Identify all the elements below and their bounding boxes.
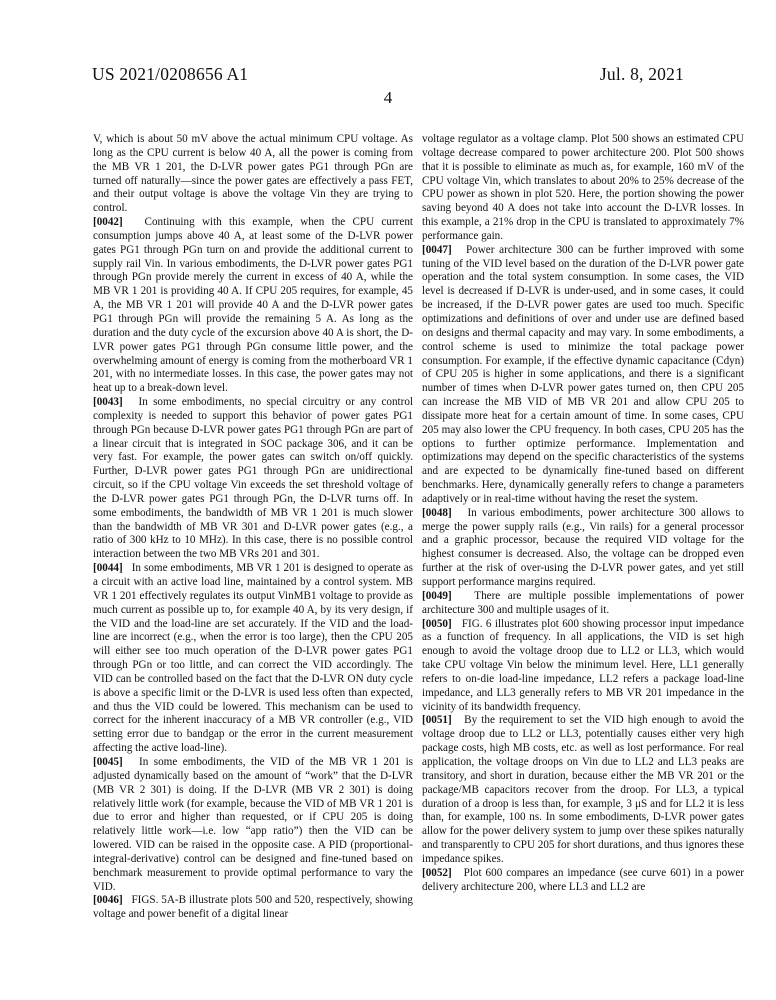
right-column: [422, 133, 744, 894]
paragraph-number: [0047]: [422, 243, 452, 256]
paragraph-text: Plot 600 compares an impedance (see curve 601) in a power delivery architecture 200, where LL3 and LL2 are: [422, 866, 744, 893]
paragraph-number: [0049]: [422, 589, 452, 602]
paragraph-text: V, which is about 50 mV above the actual minimum CPU voltage. As long as the CPU current is below 40 A, all the power is coming from the MB VR 1 201, the D-LVR power gates PG1 through PGn are turned off naturally—since the power gates are effectively a pass FET, and their output voltage is above the voltage Vin they are trying to control.: [93, 133, 413, 215]
paragraph: [93, 133, 413, 216]
paragraph: [422, 590, 744, 618]
paragraph: [422, 714, 744, 866]
paragraph-number: [0048]: [422, 506, 452, 519]
paragraph-text: voltage regulator as a voltage clamp. Plot 500 shows an estimated CPU voltage decrease compared to power architecture 200. Plot 500 shows that it is possible to eliminate as much as, for example, 160 mV of the CPU voltage Vin, which translates to about 20% to 25% decrease of the CPU power as shown in plot 520. Here, the portion showing the power saving beyond 40 A does not take into account the D-LVR losses. In this example, a 21% drop in the CPU is translated to approximately 7% performance gain.: [422, 133, 744, 242]
paragraph: [422, 507, 744, 590]
paragraph-text: In some embodiments, the VID of the MB VR 1 201 is adjusted dynamically based on the amount of “work” that the D-LVR (MB VR 2 301) is doing. If the D-LVR (MB VR 2 301) is doing relatively little work (for example, because the VID of MB VR 1 201 is due to error and higher than requested, or if CPU 205 is doing relatively little work—i.e. low “app ratio”) then the VID can be lowered. VID can be raised in the opposite case. A PID (proportional-integral-derivative) control can be designed and fine-tuned based on benchmark measurement to provide optimal performance to vary the VID.: [93, 755, 413, 893]
paragraph: [422, 618, 744, 715]
paragraph-number: [0051]: [422, 714, 452, 727]
paragraph-number: [0046]: [93, 894, 123, 907]
paragraph-number: [0052]: [422, 866, 452, 879]
publication-number: US 2021/0208656 A1: [92, 64, 249, 84]
paragraph-text: By the requirement to set the VID high enough to avoid the voltage droop due to LL2 or LL3, potentially causes either very high package costs, high MB costs, etc. as well as lost performance. For real application, the voltage droops on Vin due to LL2 and LL3 peaks are transitory, and short in duration, because either the MB VR 201 or the package/MB capacitors recover from the droop. For LL3, a typical duration of a droop is less than, for example, 3 μS and for LL2 it is less than, for example, 100 ns. In some embodiments, D-LVR power gates allow for the power delivery system to jump over these spikes naturally and transparently to CPU 205 for short durations, and thus ignores these impedance spikes.: [422, 714, 745, 865]
paragraph: [93, 756, 413, 894]
paragraph-number: [0042]: [93, 216, 123, 229]
paragraph: [422, 133, 744, 244]
paragraph: [93, 894, 413, 922]
paragraph: [422, 244, 744, 507]
paragraph-text: In some embodiments, MB VR 1 201 is designed to operate as a circuit with an active load line, maintained by a control system. MB VR 1 201 effectively regulates its output VinMB1 voltage to provide as much current as possible up to, for example 40 A, by its very design, if the VID and the load-line are set accurately. If the VID and the load-line are incorrect (e.g., when the error is too large), then the CPU 205 will either see too much operation of the D-LVR power gates PG1 through PGn or too little, and can correct the VID accordingly. The VID can be controlled based on the fact that the D-LVR ON duty cycle is above a specific limit or the D-LVR is used less often than expected, and thus the VID could be lowered. This mechanism can be used to correct for the inherent inaccuracy of a MB VR controller (e.g., VID setting error due to bandgap or the error in the current measurement affecting the active load-line).: [93, 562, 413, 755]
page-number: 4: [383, 88, 393, 107]
left-column: [93, 133, 413, 922]
paragraph: [93, 562, 413, 756]
paragraph: [93, 216, 413, 396]
paragraph-text: FIGS. 5A-B illustrate plots 500 and 520, respectively, showing voltage and power benefit of a digital linear: [93, 894, 413, 921]
paragraph-text: There are multiple possible implementations of power architecture 300 and multiple usages of it.: [422, 589, 744, 616]
paragraph: [93, 396, 413, 562]
paragraph-text: FIG. 6 illustrates plot 600 showing processor input impedance as a function of frequency. In all applications, the VID is set high enough to avoid the voltage droop due to LL2 or LL3, which would take CPU voltage Vin below the minimum level. Here, LL1 generally refers to on-die load-line impedance, LL2 refers a package load-line impedance, and LL3 generally refers to MB VR 201 impedance in the vicinity of its bandwidth frequency.: [422, 617, 744, 713]
paragraph-text: In various embodiments, power architecture 300 allows to merge the power supply rails (e.g., Vin rails) for a general processor and a graphic processor, because the required VID voltage for the highest consumer is decreased. Also, the voltage can be dropped even further at the risk of over-using the D-LVR power gates, and yet still support performance margins required.: [422, 506, 744, 588]
paragraph-number: [0043]: [93, 396, 123, 409]
paragraph-text: Power architecture 300 can be further improved with some tuning of the VID level based on the duration of the D-LVR power gate operation and the total system consumption. In some cases, the VID level is decreased if D-LVR is under-used, and in some cases, it could be increased, if the D-LVR power gates are used too much. Specific optimizations and definitions of over and under use are defined based on designs and thermal capacity and may vary. In some embodiments, a control scheme is used to minimize the total package power consumption. For example, if the effective dynamic capacitance (Cdyn) of CPU 205 is higher in some applications, and there is a significant number of times when D-LVR power gates turned on, then CPU 205 can increase the MB VID of MB VR 201 and allow CPU 205 to dissipate more heat for a certain amount of time. In some cases, CPU 205 may also lower the CPU frequency. In both cases, CPU 205 has the options to further optimize performance. Implementation and optimizations may depend on the specific characteristics of the systems and are expected to be dynamically fine-tuned based on different benchmarks. Here, dynamically generally refers to change a parameters adaptively or in real-time without having the reset the system.: [422, 243, 744, 505]
paragraph-text: Continuing with this example, when the CPU current consumption jumps above 40 A, at least some of the D-LVR power gates PG1 through PGn turn on and provide the additional current to supply rail Vin. In various embodiments, the D-LVR power gates PG1 through PGn provide merely the current in excess of 40 A, while the MB VR 1 201 is providing 40 A. If CPU 205 requires, for example, 45 A, the MB VR 1 201 will provide 40 A and the D-LVR power gates PG1 through PGn will provide the remaining 5 A. As long as the duration and the duty cycle of the excursion above 40 A is short, the D-LVR power gates PG1 through PGn consume little power, and the overwhelming amount of energy is coming from the motherboard VR 1 201, with no intermediate losses. In this case, the power gates may not heat up to a break-down level.: [93, 216, 413, 395]
paragraph-number: [0045]: [93, 755, 123, 768]
paragraph: [422, 867, 744, 895]
publication-date: Jul. 8, 2021: [599, 64, 684, 84]
paragraph-number: [0050]: [422, 617, 452, 630]
paragraph-number: [0044]: [93, 562, 123, 575]
paragraph-text: In some embodiments, no special circuitry or any control complexity is needed to support this behavior of power gates PG1 through PGn because D-LVR power gates PG1 through PGn are part of a linear circuit that is integrated in SOC package 306, and it can be very fast. For example, the power gates can switch on/off quickly. Further, D-LVR power gates PG1 through PGn are unidirectional circuit, so if the CPU voltage Vin exceeds the set threshold voltage of the D-LVR power gates PG1 through PGn, the D-LVR turns off. In some embodiments, the bandwidth of MB VR 1 201 is much slower than the bandwidth of MB VR 301 and D-LVR power gates (e.g., a ratio of 300 kHz to 10 MHz). In this case, there is no possible control interaction between the two MB VRs 201 and 301.: [93, 396, 413, 561]
